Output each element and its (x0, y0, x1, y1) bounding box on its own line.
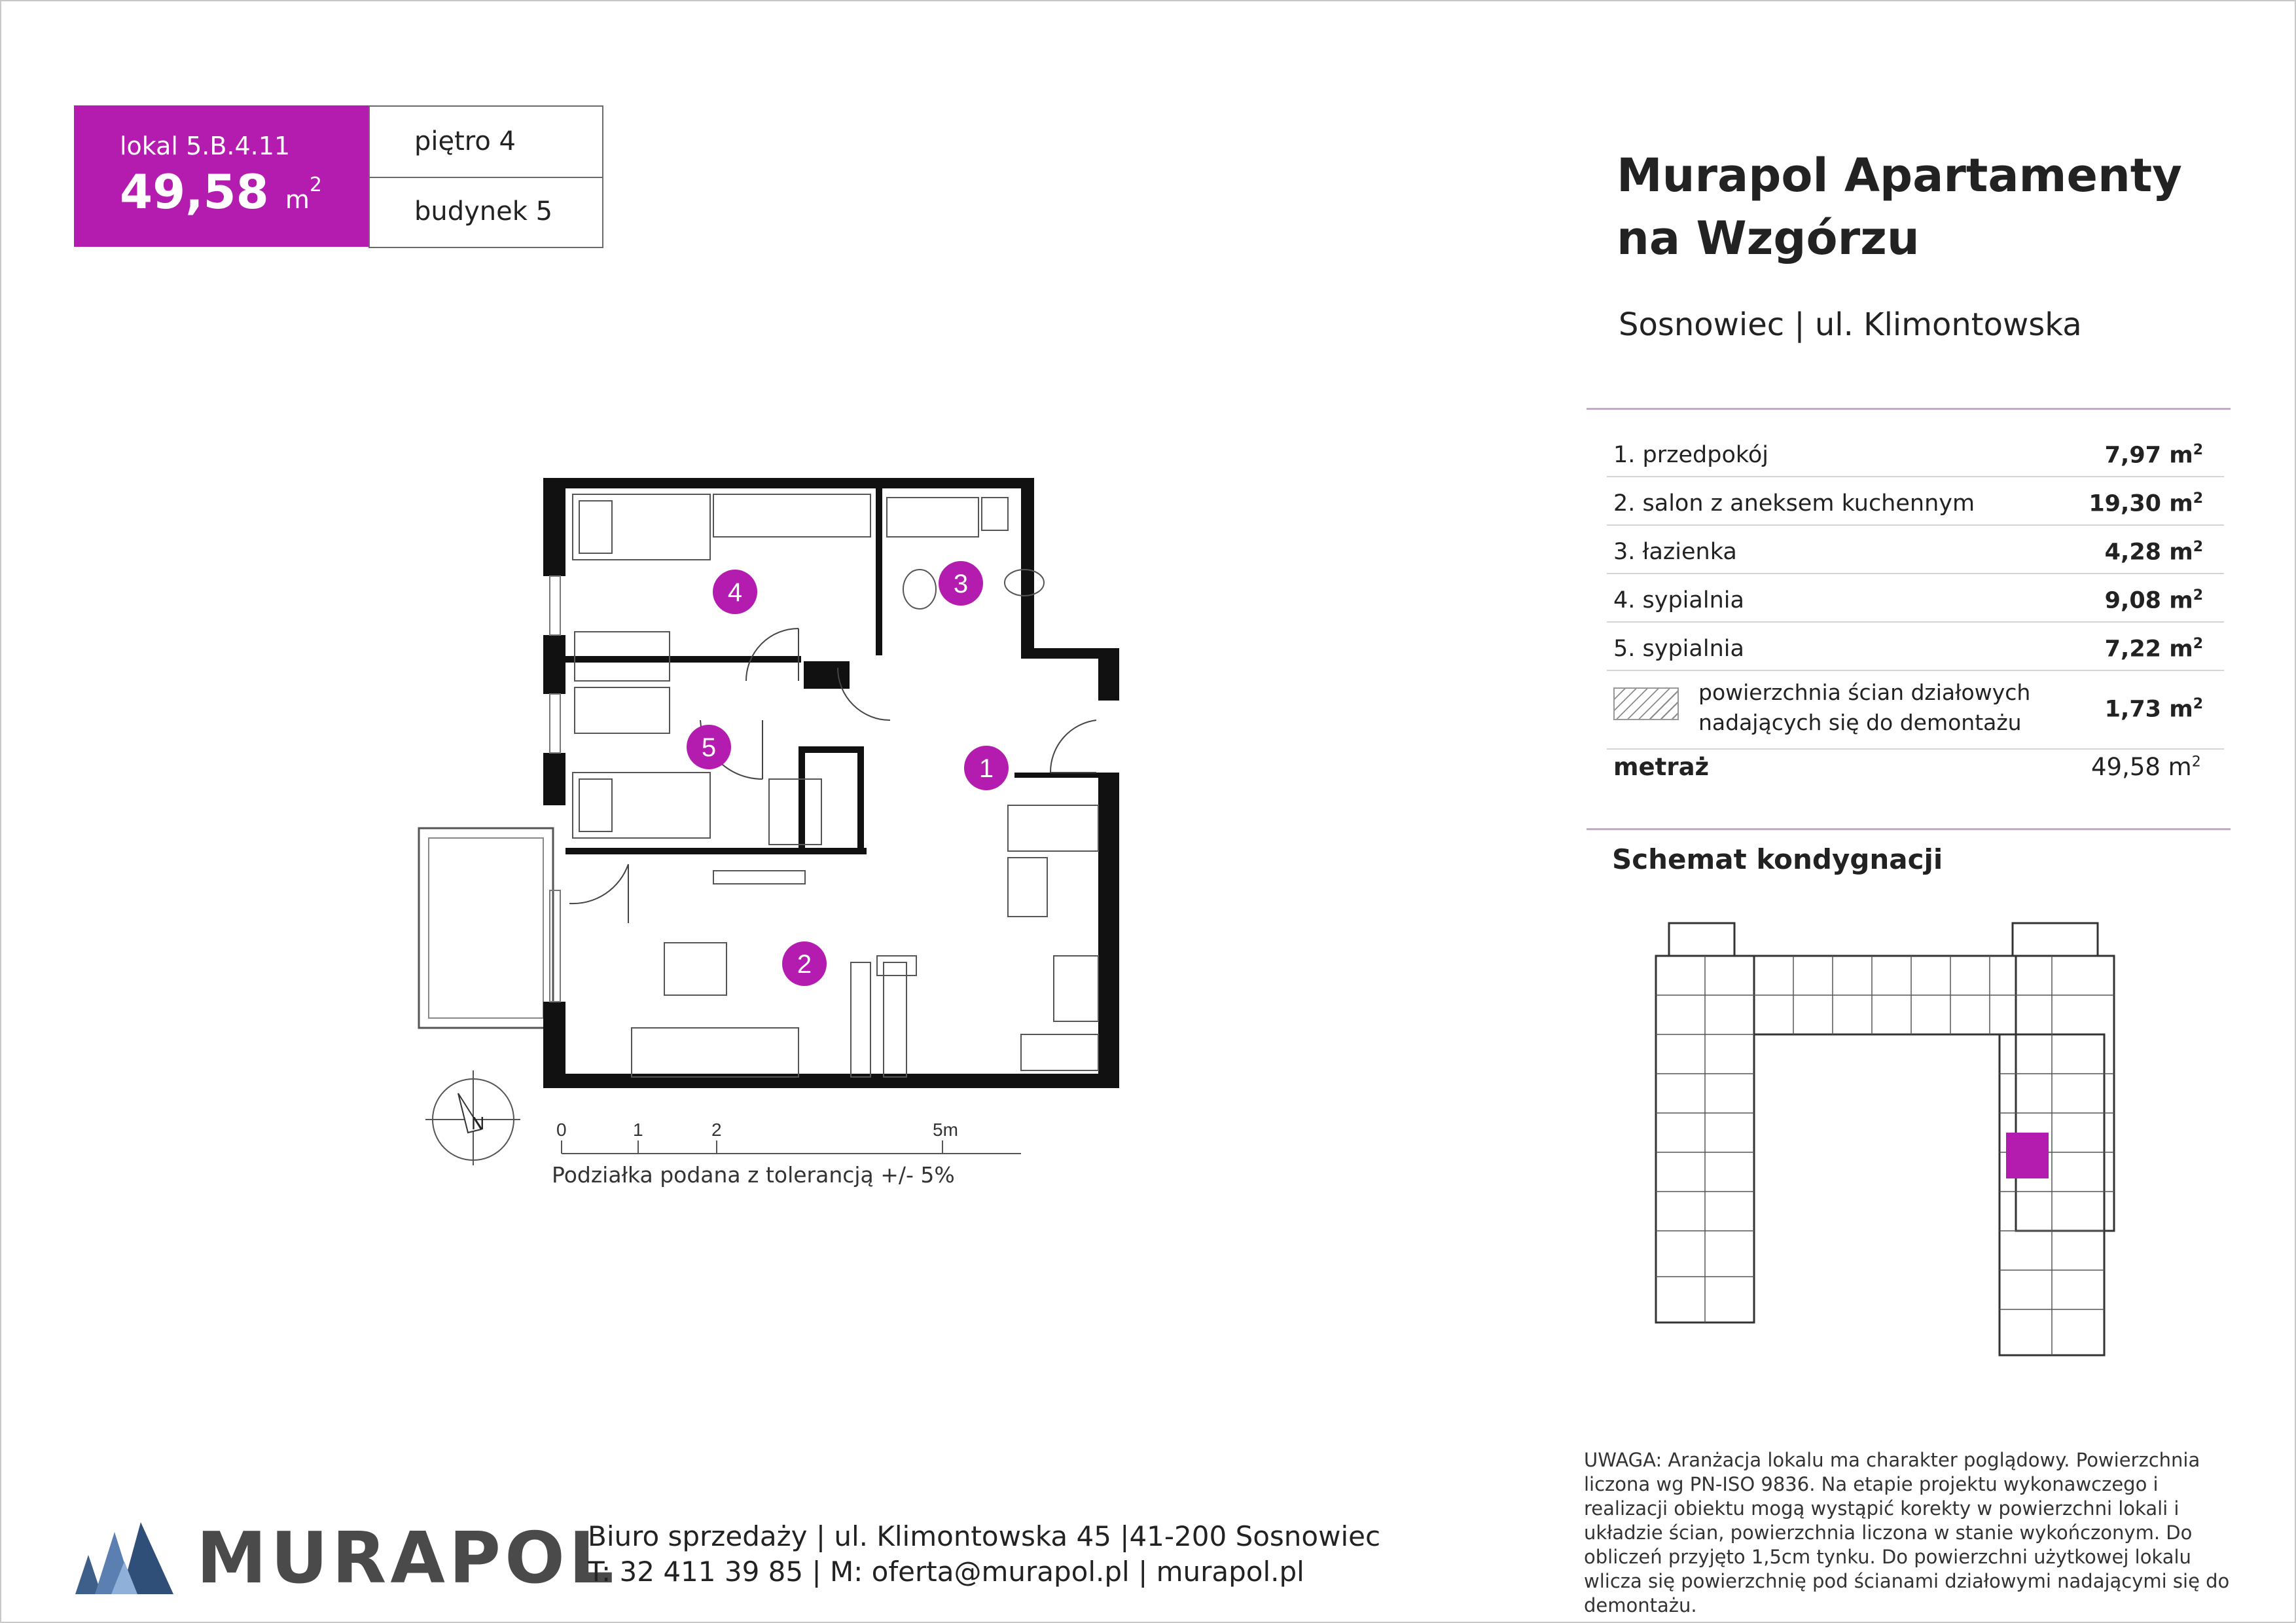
room-marker-labels (702, 570, 994, 979)
room-area-value: 7,22 m (2104, 636, 2193, 663)
unit-info-box (368, 105, 603, 248)
unit-area-power: 2 (309, 173, 322, 196)
room-area (2105, 442, 2203, 469)
disclaimer-note: UWAGA: Aranżacja lokalu ma charakter poglądowy. Powierzchnia liczona wg PN-ISO 9836. Na etapie projektu wykonawczego i realizacji obiektu mogą wystąpić korekty w powierzchni lokali i układzie ścian, powierzchnia liczona w stanie wykończonym. Do obliczeń przyjęto 1,5cm tynku. Do powierzchni użytkowej lokalu wlicza się powierzchnię pod ścianami działowymi nadającymi się do demontażu. (1584, 1449, 2230, 1616)
floor-row (370, 107, 602, 178)
scale-tick-1: 1 (633, 1120, 643, 1140)
room-area-power: 2 (2193, 490, 2203, 507)
site-plan (1643, 910, 2121, 1368)
room-area-value: 4,28 m (2104, 539, 2193, 566)
project-title-line1: Murapol Apartamenty (1617, 149, 2182, 202)
total-value-power: 2 (2191, 754, 2201, 771)
furniture (573, 494, 1098, 1077)
outer-walls (543, 478, 1119, 1088)
room-row (1607, 623, 2224, 671)
room-area-power: 2 (2193, 587, 2203, 604)
room-name: 2. salon z aneksem kuchennym (1613, 490, 1975, 517)
table-divider-bottom (1587, 828, 2231, 830)
room-name: 5. sypialnia (1613, 636, 1744, 662)
room-area-power: 2 (2193, 636, 2203, 652)
unit-area-value: 49,58 (120, 164, 269, 219)
demolish-row (1607, 671, 2224, 750)
balcony-inner (429, 838, 543, 1018)
room-markers (687, 561, 1009, 986)
murapol-logo-text: MURAPOL (196, 1518, 618, 1599)
right-wing-top (2013, 923, 2098, 956)
balcony (419, 828, 553, 1028)
demolish-line1: powierzchnia ścian działowych (1698, 680, 2031, 705)
room-area-value: 7,97 m (2104, 442, 2193, 469)
room-row (1607, 574, 2224, 623)
scale-tick-2: 2 (711, 1120, 722, 1140)
murapol-logo-icon (75, 1522, 173, 1594)
building-label: budynek 5 (414, 196, 553, 227)
table-divider-top (1587, 408, 2231, 410)
room-row (1607, 429, 2224, 477)
highlighted-unit (2006, 1133, 2049, 1178)
scheme-title: Schemat kondygnacji (1612, 843, 1943, 875)
scale-bar (556, 1120, 1021, 1154)
room-name: 4. sypialnia (1613, 587, 1744, 613)
total-value (2091, 753, 2201, 781)
demolish-line2: nadających się do demontażu (1698, 710, 2022, 735)
room-area-power: 2 (2193, 442, 2203, 458)
scale-note: Podziałka podana z tolerancją +/- 5% (552, 1162, 955, 1188)
scale-tick-0: 0 (556, 1120, 567, 1140)
room-area (2105, 636, 2203, 663)
compass (425, 1070, 520, 1165)
building-row (370, 177, 602, 247)
unit-area (120, 164, 322, 219)
room-area (2089, 490, 2203, 517)
room-row (1607, 526, 2224, 574)
floor-label: piętro 4 (414, 126, 516, 156)
room-name: 1. przedpokój (1613, 442, 1769, 468)
demolish-area-value: 1,73 m (2104, 696, 2193, 723)
room-number-1: 1 (978, 754, 994, 783)
right-wing-upper (2016, 956, 2114, 1231)
sales-office-contact[interactable]: T: 32 411 39 85 | M: oferta@murapol.pl | murapol.pl (588, 1556, 1304, 1588)
room-area-value: 19,30 m (2089, 490, 2193, 517)
floor-plan (406, 471, 1139, 1165)
room-area-power: 2 (2193, 539, 2203, 555)
demolish-area (2105, 696, 2203, 723)
total-value-text: 49,58 m (2091, 753, 2192, 781)
room-number-3: 3 (953, 570, 969, 598)
room-number-2: 2 (797, 950, 812, 979)
unit-number: lokal 5.B.4.11 (120, 132, 291, 160)
project-title-line2: na Wzgórzu (1617, 211, 1920, 265)
demolish-area-power: 2 (2193, 696, 2203, 712)
demolish-text (1698, 678, 2030, 738)
room-row (1607, 477, 2224, 526)
project-address: Sosnowiec | ul. Klimontowska (1619, 306, 2082, 343)
compass-label: N (471, 1113, 485, 1133)
room-number-5: 5 (701, 733, 717, 762)
left-wing-top (1669, 923, 1734, 956)
room-area (2105, 539, 2203, 566)
scale-tick-5m: 5m (933, 1120, 958, 1140)
room-area-value: 9,08 m (2104, 587, 2193, 614)
sales-office-address: Biuro sprzedaży | ul. Klimontowska 45 |41-200 Sosnowiec (588, 1520, 1381, 1552)
interior-walls (565, 488, 1100, 854)
room-name: 3. łazienka (1613, 539, 1737, 565)
room-area (2105, 587, 2203, 614)
unit-badge (74, 105, 368, 247)
hatch-swatch (1613, 687, 1679, 720)
room-number-4: 4 (727, 578, 743, 607)
total-label: metraż (1613, 753, 1710, 781)
project-title (1617, 144, 2182, 270)
unit-area-unit: m (285, 185, 310, 214)
